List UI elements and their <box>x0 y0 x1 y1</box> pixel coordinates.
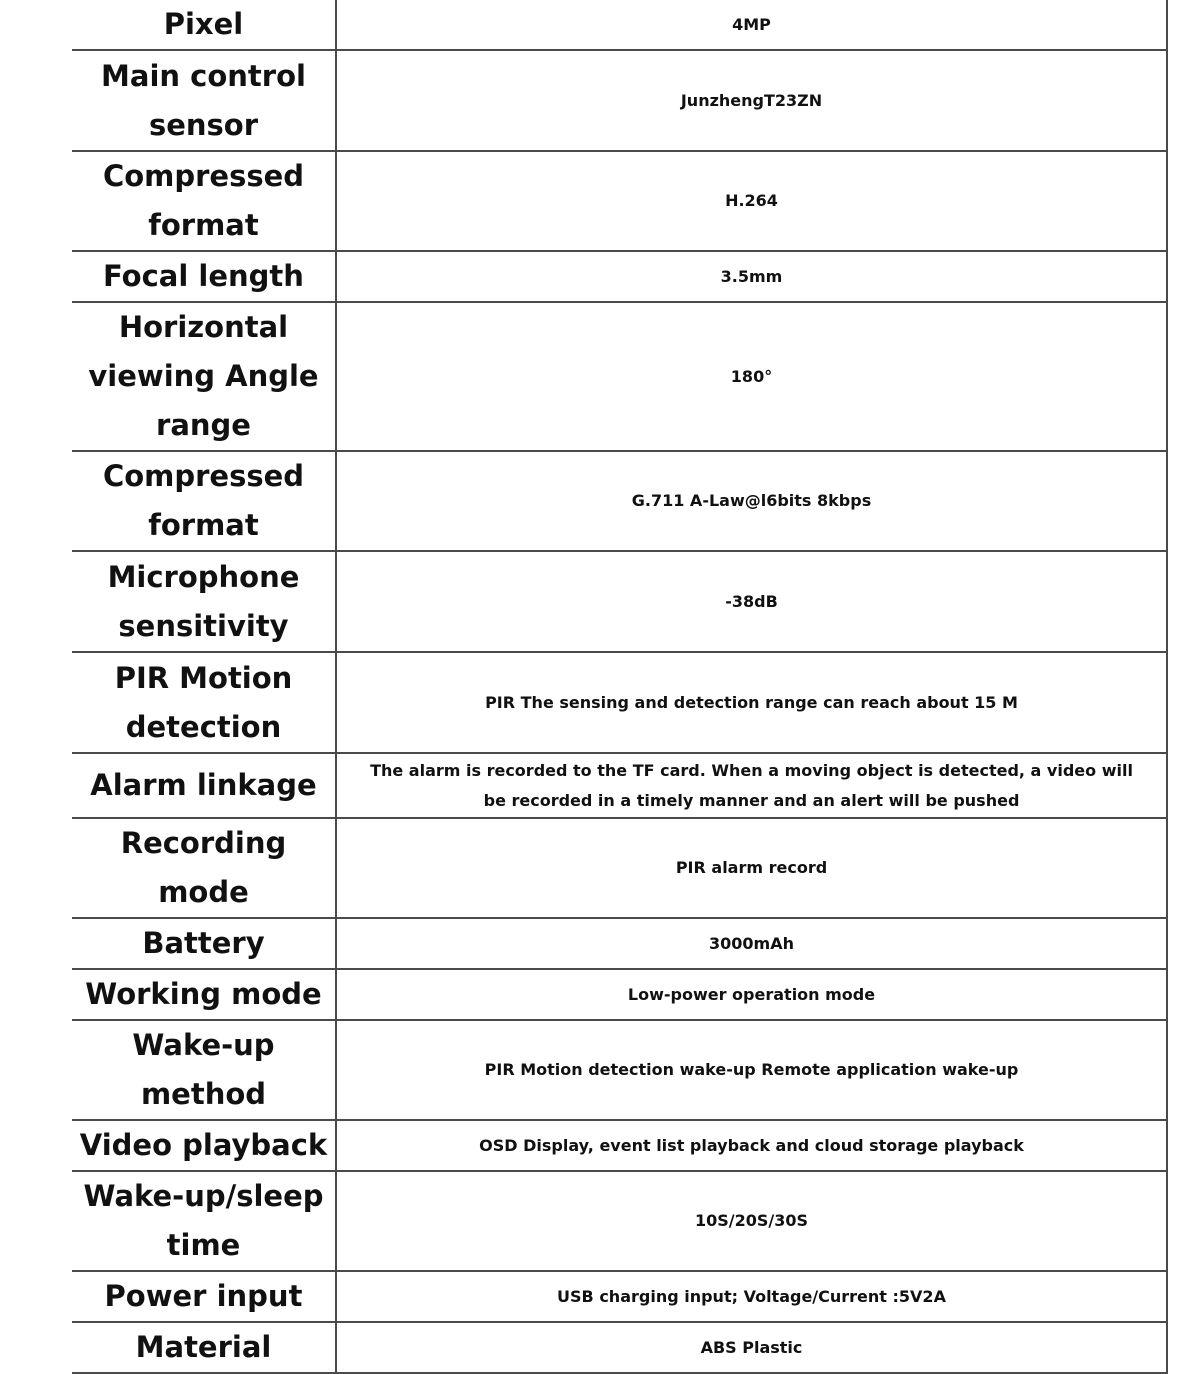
spec-value-recording-mode: PIR alarm record <box>336 818 1167 918</box>
spec-label-wake-sleep-time: Wake-up/sleep time <box>72 1171 336 1271</box>
spec-label-material: Material <box>72 1322 336 1373</box>
spec-value-horizontal-viewing-angle: 180° <box>336 302 1167 451</box>
table-row <box>72 1120 1167 1171</box>
spec-value-battery: 3000mAh <box>336 918 1167 969</box>
spec-value-wake-sleep-time: 10S/20S/30S <box>336 1171 1167 1271</box>
spec-label-horizontal-viewing-angle: Horizontal viewing Angle range <box>72 302 336 451</box>
table-row <box>72 1271 1167 1322</box>
spec-value-wake-up-method: PIR Motion detection wake-up Remote application wake-up <box>336 1020 1167 1120</box>
spec-value-video-playback: OSD Display, event list playback and cloud storage playback <box>336 1120 1167 1171</box>
spec-label-battery: Battery <box>72 918 336 969</box>
spec-value-audio-compressed-format: G.711 A-Law@l6bits 8kbps <box>336 451 1167 551</box>
spec-label-working-mode: Working mode <box>72 969 336 1020</box>
table-row <box>72 251 1167 302</box>
spec-value-compressed-format: H.264 <box>336 151 1167 251</box>
spec-label-focal-length: Focal length <box>72 251 336 302</box>
table-row <box>72 652 1167 753</box>
spec-label-wake-up-method: Wake-up method <box>72 1020 336 1120</box>
spec-value-microphone-sensitivity: -38dB <box>336 551 1167 652</box>
table-row <box>72 1020 1167 1120</box>
spec-label-pixel: Pixel <box>72 0 336 50</box>
spec-label-recording-mode: Recording mode <box>72 818 336 918</box>
spec-label-main-control-sensor: Main control sensor <box>72 50 336 151</box>
table-row <box>72 1171 1167 1271</box>
spec-label-compressed-format: Compressed format <box>72 151 336 251</box>
table-row <box>72 918 1167 969</box>
table-row <box>72 969 1167 1020</box>
spec-value-pixel: 4MP <box>336 0 1167 50</box>
table-row <box>72 818 1167 918</box>
table-row <box>72 0 1167 50</box>
spec-label-power-input: Power input <box>72 1271 336 1322</box>
spec-value-main-control-sensor: JunzhengT23ZN <box>336 50 1167 151</box>
table-row <box>72 151 1167 251</box>
spec-value-focal-length: 3.5mm <box>336 251 1167 302</box>
spec-table <box>72 0 1168 1374</box>
table-row <box>72 302 1167 451</box>
spec-value-material: ABS Plastic <box>336 1322 1167 1373</box>
spec-value-power-input: USB charging input; Voltage/Current :5V2A <box>336 1271 1167 1322</box>
spec-label-microphone-sensitivity: Microphone sensitivity <box>72 551 336 652</box>
spec-label-pir-motion-detection: PIR Motion detection <box>72 652 336 753</box>
table-row <box>72 753 1167 818</box>
spec-label-audio-compressed-format: Compressed format <box>72 451 336 551</box>
table-row <box>72 50 1167 151</box>
table-row <box>72 451 1167 551</box>
table-row <box>72 551 1167 652</box>
table-row <box>72 1322 1167 1373</box>
spec-value-alarm-linkage: The alarm is recorded to the TF card. When a moving object is detected, a video will be recorded in a timely manner and an alert will be pushed <box>336 753 1167 818</box>
spec-value-pir-motion-detection: PIR The sensing and detection range can reach about 15 M <box>336 652 1167 753</box>
spec-label-alarm-linkage: Alarm linkage <box>72 753 336 818</box>
spec-value-working-mode: Low-power operation mode <box>336 969 1167 1020</box>
spec-label-video-playback: Video playback <box>72 1120 336 1171</box>
